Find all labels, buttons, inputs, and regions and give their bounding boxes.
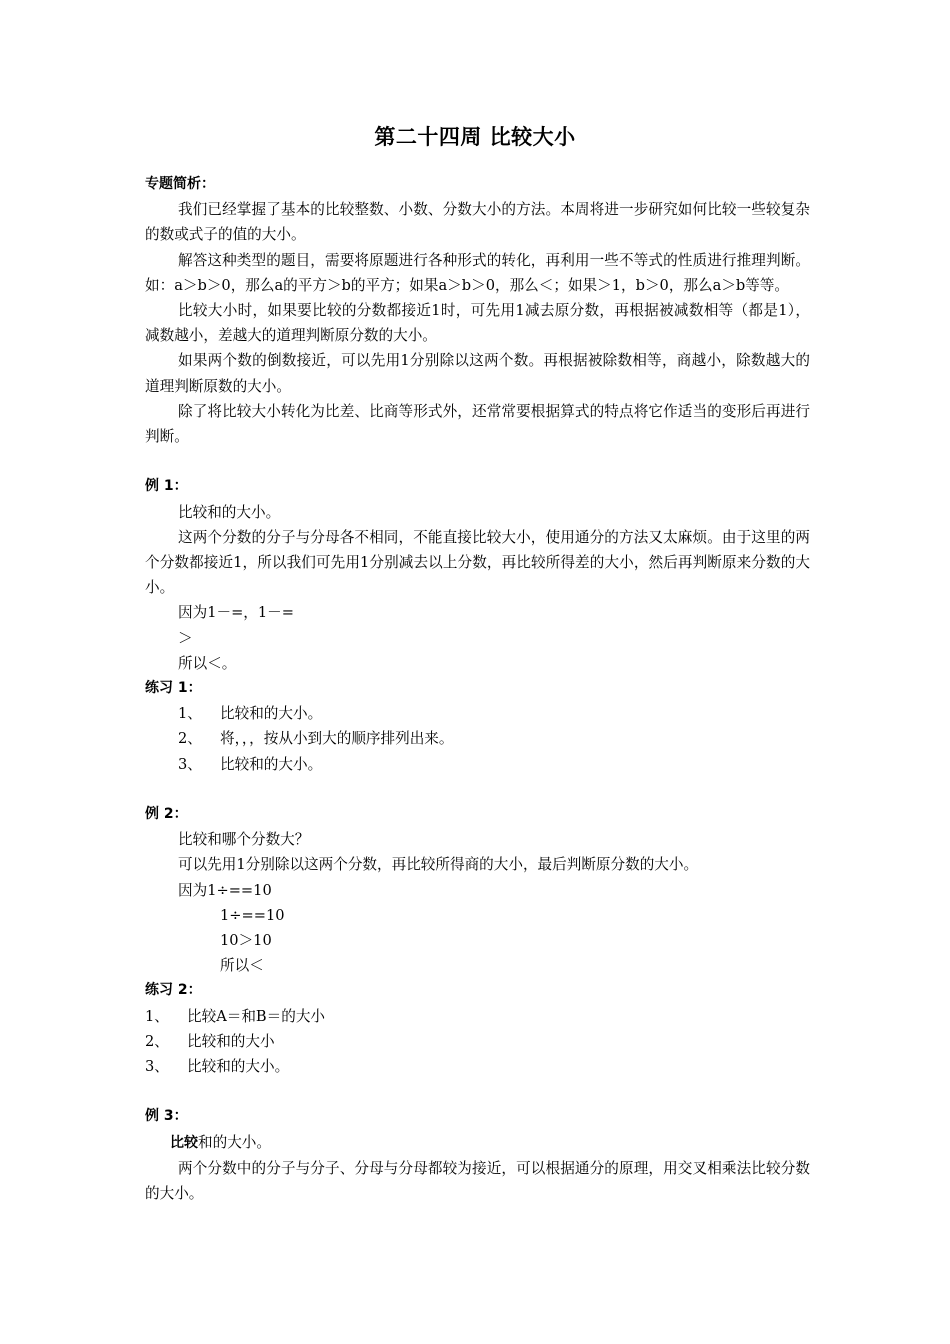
example1-step: 所以＜。 xyxy=(178,654,237,672)
example2-question: 比较和哪个分数大？ xyxy=(178,831,310,849)
practice1-item-number: 2、 xyxy=(178,730,202,748)
example3-question-rest: 和的大小。 xyxy=(198,1133,271,1151)
practice2-heading: 练习 2： xyxy=(145,982,202,999)
practice2-item-number: 1、 xyxy=(145,1007,169,1025)
practice1-item xyxy=(145,701,810,726)
practice1-item-number: 1、 xyxy=(178,705,202,723)
practice2-item-text: 比较A＝和B＝的大小 xyxy=(187,1007,326,1025)
practice2-item xyxy=(145,1054,810,1079)
practice1-item-text: 比较和的大小。 xyxy=(220,705,323,723)
practice1-item-text: 将，，，按从小到大的顺序排列出来。 xyxy=(220,730,454,748)
example1-explanation: 这两个分数的分子与分母各不相同，不能直接比较大小，使用通分的方法又太麻烦。由于这里的两个分数都接近1，所以我们可先用1分别减去以上分数，再比较所得差的大小，然后再判断原来分数的大小。 xyxy=(145,528,810,597)
practice2-item-text: 比较和的大小 xyxy=(187,1032,275,1050)
intro-paragraph: 比较大小时，如果要比较的分数都接近1时，可先用1减去原分数，再根据被减数相等（都是1），减数越小，差越大的道理判断原分数的大小。 xyxy=(145,302,810,345)
practice2-item xyxy=(145,1004,810,1029)
practice2-item-text: 比较和的大小。 xyxy=(187,1058,290,1076)
practice1-item xyxy=(145,752,810,777)
example2-step: 10＞10 xyxy=(220,932,272,950)
practice1-item xyxy=(145,726,810,751)
practice2-item-number: 3、 xyxy=(145,1058,169,1076)
intro-paragraph: 解答这种类型的题目，需要将原题进行各种形式的转化，再利用一些不等式的性质进行推理判断。如：a＞b＞0，那么a的平方＞b的平方；如果a＞b＞0，那么＜；如果＞1，b＞0，那么a＞b等等。 xyxy=(145,251,810,294)
practice2-item-number: 2、 xyxy=(145,1032,169,1050)
example3-question xyxy=(145,1130,810,1156)
example2-step: 1÷==10 xyxy=(220,906,285,924)
example3-explanation: 两个分数中的分子与分子、分母与分母都较为接近，可以根据通分的原理，用交叉相乘法比较分数的大小。 xyxy=(145,1159,810,1203)
spacer xyxy=(145,1079,810,1104)
example3-question-bold: 比较 xyxy=(170,1134,198,1151)
practice2-item xyxy=(145,1029,810,1054)
spacer xyxy=(145,449,810,474)
example1-step: 因为1－=，1－= xyxy=(178,604,294,622)
page-title: 第二十四周 比较大小 xyxy=(374,125,576,149)
document-body xyxy=(145,172,810,1206)
intro-paragraph: 我们已经掌握了基本的比较整数、小数、分数大小的方法。本周将进一步研究如何比较一些较复杂的数或式子的值的大小。 xyxy=(145,201,810,244)
example2-step: 因为1÷==10 xyxy=(178,881,272,899)
example1-heading: 例 1： xyxy=(145,478,188,495)
example2-heading: 例 2： xyxy=(145,806,188,823)
intro-heading: 专题简析： xyxy=(145,176,215,192)
practice1-item-number: 3、 xyxy=(178,755,202,773)
spacer xyxy=(145,777,810,802)
practice1-heading: 练习 1： xyxy=(145,680,202,697)
intro-paragraph: 除了将比较大小转化为比差、比商等形式外，还常常要根据算式的特点将它作适当的变形后再进行判断。 xyxy=(145,402,810,446)
example2-step: 所以＜ xyxy=(220,957,264,975)
example1-question: 比较和的大小。 xyxy=(178,503,281,521)
example2-explanation: 可以先用1分别除以这两个分数，再比较所得商的大小，最后判断原分数的大小。 xyxy=(178,856,699,874)
example3-heading: 例 3： xyxy=(145,1108,188,1125)
practice1-item-text: 比较和的大小。 xyxy=(220,755,323,773)
intro-paragraph: 如果两个数的倒数接近，可以先用1分别除以这两个数。再根据被除数相等，商越小，除数越大的道理判断原数的大小。 xyxy=(145,352,810,395)
example1-step: ＞ xyxy=(178,629,193,647)
